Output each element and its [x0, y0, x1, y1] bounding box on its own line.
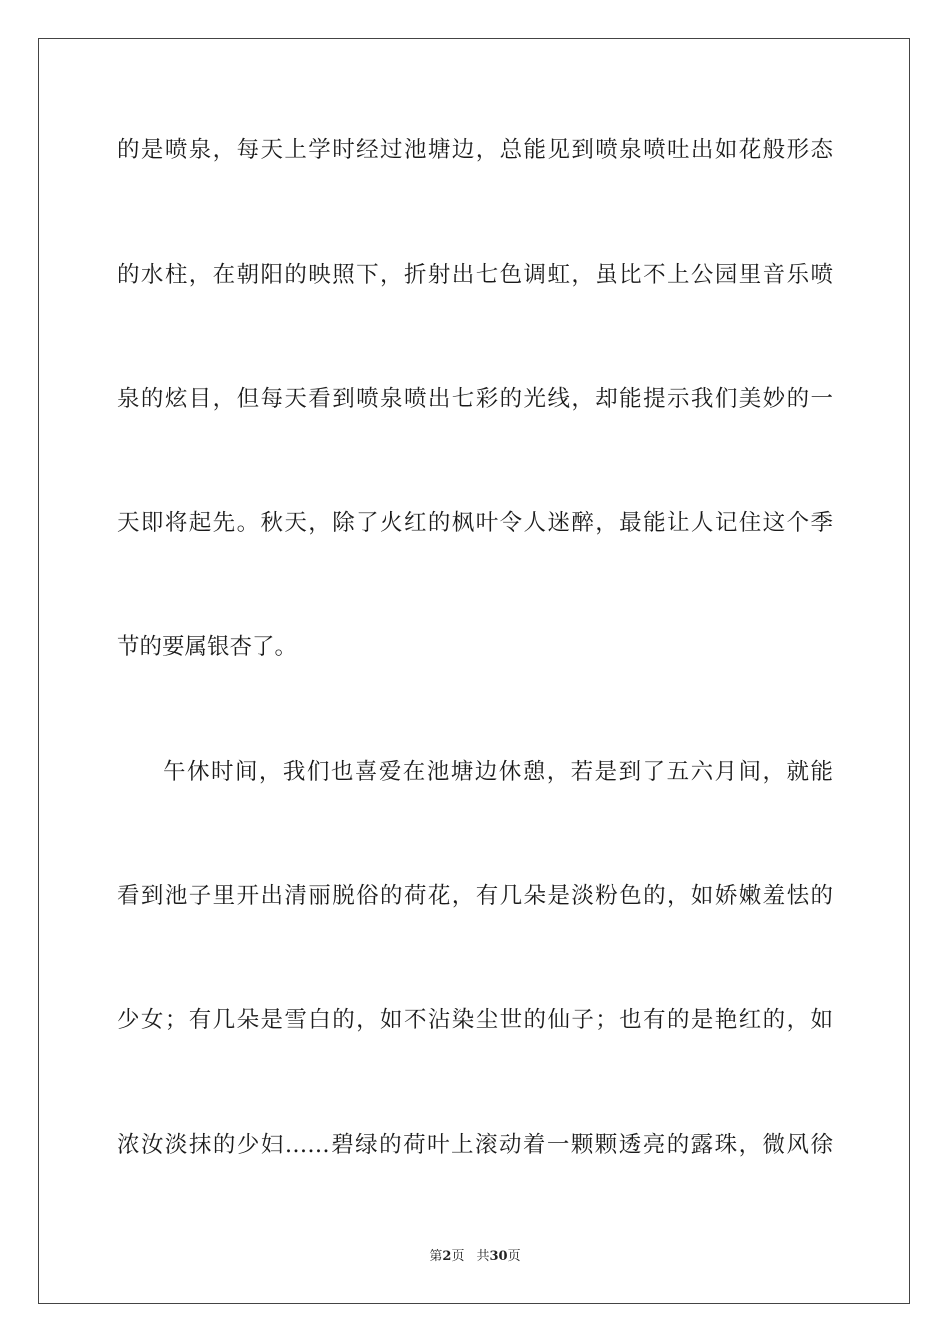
paragraph-first-line: 午休时间，我们也喜爱在池塘边休憩，若是到了五六月间，就能	[163, 759, 833, 785]
text-line: 看到池子里开出清丽脱俗的荷花，有几朵是淡粉色的，如娇嫩羞怯的	[117, 883, 833, 909]
text-line: 节的要属银杏了。	[117, 634, 298, 660]
page-suffix: 页	[451, 1249, 465, 1264]
text-line: 的是喷泉，每天上学时经过池塘边，总能见到喷泉喷吐出如花般形态	[117, 137, 833, 163]
page-prefix: 第	[429, 1249, 443, 1264]
text-line: 少女；有几朵是雪白的，如不沾染尘世的仙子；也有的是艳红的，如	[117, 1007, 833, 1033]
text-line: 的水柱，在朝阳的映照下，折射出七色调虹，虽比不上公园里音乐喷	[117, 262, 833, 288]
text-line: 泉的炫目，但每天看到喷泉喷出七彩的光线，却能提示我们美妙的一	[117, 386, 833, 412]
page-number: 2	[442, 1249, 452, 1264]
text-line: 浓汝淡抹的少妇……碧绿的荷叶上滚动着一颗颗透亮的露珠，微风徐	[117, 1132, 833, 1158]
total-pages: 30	[489, 1249, 508, 1264]
page-footer	[0, 1248, 950, 1266]
total-prefix: 共	[476, 1249, 490, 1264]
total-suffix: 页	[507, 1249, 521, 1264]
text-line: 天即将起先。秋天，除了火红的枫叶令人迷醉，最能让人记住这个季	[117, 510, 833, 536]
page-border	[38, 38, 910, 1304]
